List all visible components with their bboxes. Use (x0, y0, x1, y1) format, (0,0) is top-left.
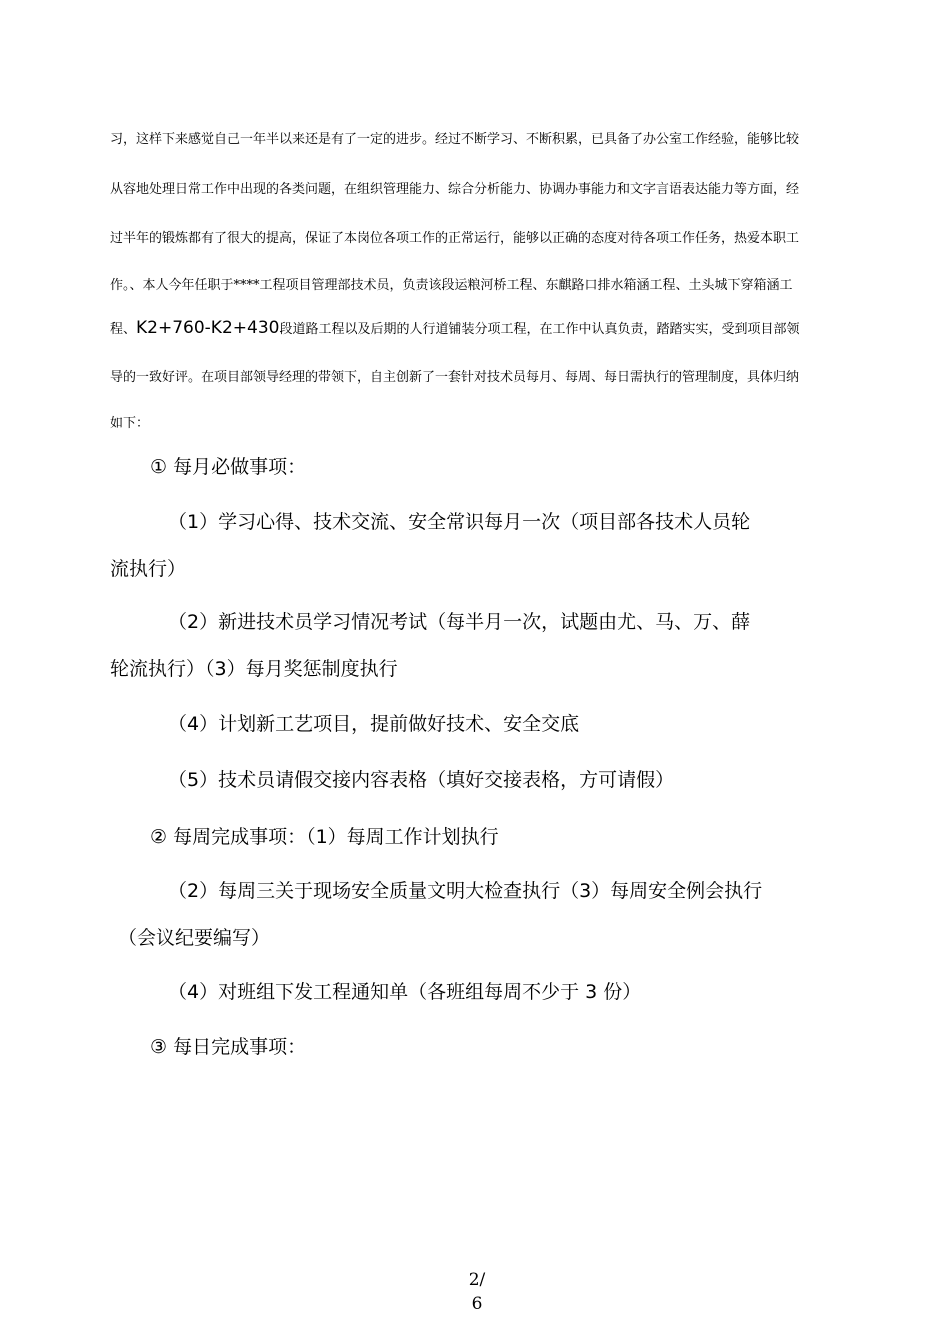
paragraph-line-5 (110, 318, 830, 338)
paragraph-line-1: 习，这样下来感觉自己一年半以来还是有了一定的进步。经过不断学习、不断积累，已具备了办公室工作经验，能够比较 (110, 132, 800, 147)
paragraph-line-2: 从容地处理日常工作中出现的各类问题，在组织管理能力、综合分析能力、协调办事能力和文字言语表达能力等方面，经 (110, 182, 800, 197)
weekly-item-2: （2）每周三关于现场安全质量文明大检查执行（3）每周安全例会执行 (168, 880, 763, 902)
weekly-item-2-cont: （会议纪要编写） (118, 927, 271, 949)
paragraph-line-6: 导的一致好评。在项目部领导经理的带领下，自主创新了一套针对技术员每月、每周、每日需执行的管理制度，具体归纳 (110, 370, 800, 385)
monthly-item-1-cont: 流执行） (110, 558, 187, 580)
monthly-item-5: （5）技术员请假交接内容表格（填好交接表格，方可请假） (168, 769, 675, 791)
paragraph-line-4: 作。、本人今年任职于****工程项目管理部技术员，负责该段运粮河桥工程、东麒路口排水箱涵工程、土头城下穿箱涵工 (110, 278, 793, 293)
paragraph-line-7: 如下： (110, 416, 150, 431)
monthly-heading: ① 每月必做事项： (150, 456, 307, 478)
page-number-bottom: 6 (471, 1294, 483, 1314)
daily-heading: ③ 每日完成事项： (150, 1036, 307, 1058)
line5-suffix: 段道路工程以及后期的人行道铺装分项工程，在工作中认真负责，踏踏实实，受到项目部领 (279, 322, 800, 337)
weekly-item-4: （4）对班组下发工程通知单（各班组每周不少于 3 份） (168, 981, 642, 1003)
monthly-item-4: （4）计划新工艺项目，提前做好技术、安全交底 (168, 713, 580, 735)
monthly-item-2-cont: 轮流执行）（3）每月奖惩制度执行 (110, 658, 398, 680)
page-number-top: 2/ (468, 1270, 486, 1290)
weekly-heading: ② 每周完成事项：（1）每周工作计划执行 (150, 826, 499, 848)
line5-prefix: 程、 (110, 322, 137, 337)
monthly-item-2: （2）新进技术员学习情况考试（每半月一次，试题由尤、马、万、薛 (168, 611, 751, 633)
monthly-item-1: （1）学习心得、技术交流、安全常识每月一次（项目部各技术人员轮 (168, 511, 751, 533)
line5-code: K2+760-K2+430 (136, 318, 280, 338)
paragraph-line-3: 过半年的锻炼都有了很大的提高，保证了本岗位各项工作的正常运行，能够以正确的态度对待各项工作任务，热爱本职工 (110, 231, 800, 246)
